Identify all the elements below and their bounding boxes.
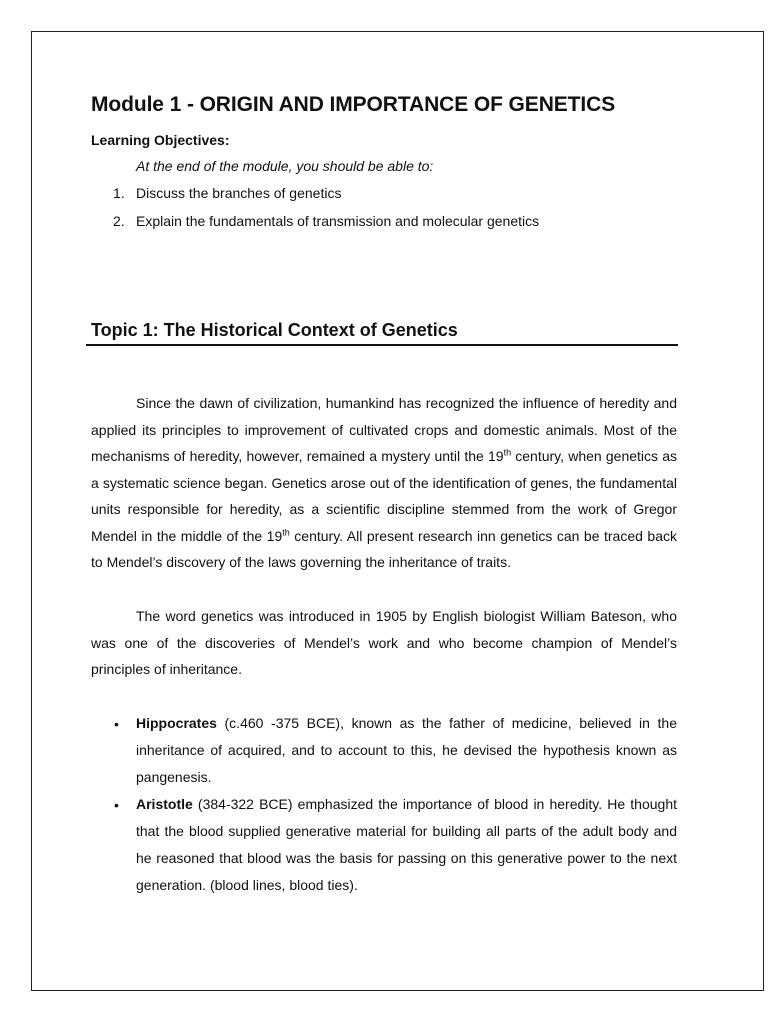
bullet-name: Aristotle bbox=[136, 796, 193, 812]
superscript: th bbox=[503, 447, 512, 458]
bullet-item-aristotle bbox=[136, 791, 677, 899]
superscript: th bbox=[282, 526, 290, 537]
objective-text: Discuss the branches of genetics bbox=[136, 185, 342, 201]
objective-text: Explain the fundamentals of transmission and molecular genetics bbox=[136, 213, 540, 229]
learning-objectives-intro: At the end of the module, you should be able to: bbox=[136, 158, 434, 174]
bullet-marker: • bbox=[114, 716, 119, 732]
bullet-item-hippocrates bbox=[136, 710, 677, 791]
objective-number: 1. bbox=[113, 185, 125, 201]
para2-text: The word genetics was introduced in 1905 by English biologist William Bateson, who was one of the discoveries of Mendel’s work and who become champion of Mendel’s principles of inheritance. bbox=[91, 608, 677, 677]
module-title: Module 1 - ORIGIN AND IMPORTANCE OF GENETICS bbox=[91, 93, 616, 116]
bullet-text: (c.460 -375 BCE), known as the father of medicine, believed in the inheritance of acquired, and to account to this, he devised the hypothesis known as pangenesis. bbox=[136, 715, 677, 785]
para1-part1: Since the dawn of civilization, humankind has recognized the influence of heredity and applied its principles to improvement of cultivated crops and domestic animals. Most of the mechanisms of heredity, however, remained a mystery until the 19 bbox=[91, 395, 677, 464]
bateson-paragraph bbox=[91, 603, 677, 683]
para1-part2: century, when genetics as a systematic science began. Genetics arose out of the identification of genes, the fundamental units responsible for heredity, as a scientific discipline stemmed from the work of Gregor Mendel in the middle of the 19 bbox=[91, 448, 678, 544]
learning-objectives-heading: Learning Objectives: bbox=[91, 132, 230, 148]
bullet-marker: • bbox=[114, 797, 119, 813]
objective-item bbox=[113, 185, 341, 201]
bullet-text: (384-322 BCE) emphasized the importance of blood in heredity. He thought that the blood supplied generative material for building all parts of the adult body and he reasoned that blood was the basis for passing on this generative power to the next generation. (blood lines, blood ties). bbox=[136, 796, 677, 893]
topic-underline bbox=[86, 344, 678, 346]
bullet-name: Hippocrates bbox=[136, 715, 217, 731]
intro-paragraph bbox=[91, 390, 677, 576]
topic-title: Topic 1: The Historical Context of Genetics bbox=[91, 320, 458, 340]
objective-number: 2. bbox=[113, 213, 125, 229]
para1-part3: century. All present research inn genetics can be traced back to Mendel’s discovery of the laws governing the inheritance of traits. bbox=[91, 527, 677, 570]
objective-item bbox=[113, 213, 539, 229]
